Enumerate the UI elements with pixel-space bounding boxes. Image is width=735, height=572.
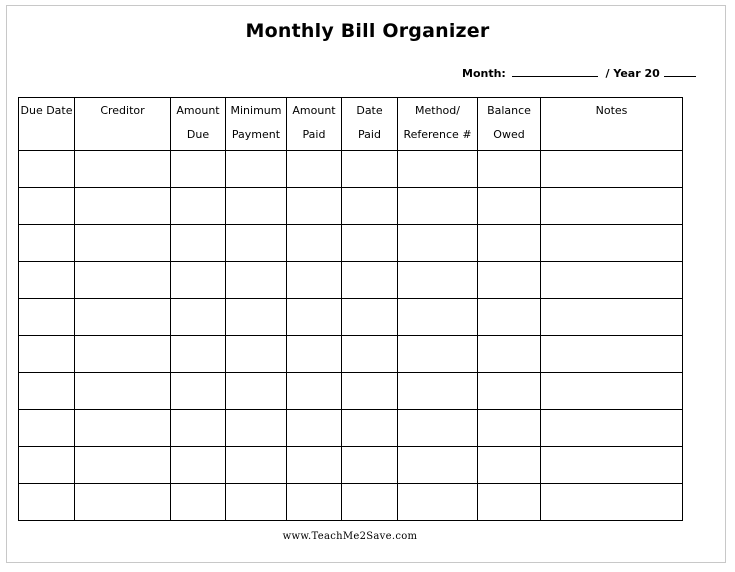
col-header-creditor	[75, 98, 171, 151]
table-cell[interactable]	[19, 188, 75, 225]
header-line: Due Date	[20, 104, 73, 117]
table-cell[interactable]	[19, 225, 75, 262]
bill-table	[18, 97, 683, 521]
table-cell[interactable]	[75, 410, 171, 447]
table-cell[interactable]	[19, 373, 75, 410]
table-cell[interactable]	[398, 410, 478, 447]
table-cell[interactable]	[287, 447, 342, 484]
table-cell[interactable]	[226, 410, 287, 447]
table-cell[interactable]	[478, 484, 541, 521]
table-cell[interactable]	[19, 299, 75, 336]
table-cell[interactable]	[478, 188, 541, 225]
header-line: Amount	[176, 104, 220, 117]
table-cell[interactable]	[342, 188, 398, 225]
table-row	[19, 299, 683, 336]
table-cell[interactable]	[75, 373, 171, 410]
table-cell[interactable]	[75, 447, 171, 484]
table-row	[19, 336, 683, 373]
table-cell[interactable]	[398, 225, 478, 262]
table-row	[19, 447, 683, 484]
col-header-method-reference	[398, 98, 478, 151]
table-cell[interactable]	[342, 151, 398, 188]
table-cell[interactable]	[541, 225, 683, 262]
table-cell[interactable]	[342, 410, 398, 447]
table-cell[interactable]	[541, 151, 683, 188]
page-title: Monthly Bill Organizer	[245, 20, 490, 42]
header-row	[19, 98, 683, 151]
table-cell[interactable]	[398, 188, 478, 225]
table-row	[19, 373, 683, 410]
table-cell[interactable]	[226, 151, 287, 188]
table-cell[interactable]	[226, 484, 287, 521]
month-year-line	[462, 65, 696, 80]
table-cell[interactable]	[171, 484, 226, 521]
table-cell[interactable]	[541, 484, 683, 521]
header-line: Date	[356, 104, 383, 117]
table-cell[interactable]	[478, 262, 541, 299]
table-cell[interactable]	[342, 299, 398, 336]
table-cell[interactable]	[226, 262, 287, 299]
table-row	[19, 262, 683, 299]
table-cell[interactable]	[287, 299, 342, 336]
table-cell[interactable]	[287, 225, 342, 262]
col-header-balance-owed	[478, 98, 541, 151]
table-cell[interactable]	[541, 188, 683, 225]
table-cell[interactable]	[226, 188, 287, 225]
header-line: Minimum	[230, 104, 282, 117]
header-line: Notes	[595, 104, 628, 117]
table-cell[interactable]	[478, 151, 541, 188]
table-cell[interactable]	[478, 336, 541, 373]
col-header-notes	[541, 98, 683, 151]
header-line: Payment	[231, 128, 281, 141]
table-cell[interactable]	[19, 410, 75, 447]
table-cell[interactable]	[75, 188, 171, 225]
bill-rows	[19, 151, 683, 521]
table-row	[19, 484, 683, 521]
table-row	[19, 188, 683, 225]
month-blank	[512, 65, 598, 77]
table-row	[19, 410, 683, 447]
table-cell[interactable]	[171, 188, 226, 225]
header-line: Method/	[415, 104, 460, 117]
header-line: Owed	[493, 128, 525, 141]
table-cell[interactable]	[171, 151, 226, 188]
table-cell[interactable]	[287, 373, 342, 410]
table-cell[interactable]	[171, 336, 226, 373]
table-cell[interactable]	[541, 336, 683, 373]
header-line: Due	[186, 128, 210, 141]
table-cell[interactable]	[541, 299, 683, 336]
table-cell[interactable]	[75, 225, 171, 262]
table-cell[interactable]	[342, 225, 398, 262]
table-cell[interactable]	[171, 410, 226, 447]
table-cell[interactable]	[541, 262, 683, 299]
footer-url: www.TeachMe2Save.com	[282, 531, 418, 542]
header-line: Reference #	[403, 128, 472, 141]
table-cell[interactable]	[19, 484, 75, 521]
table-cell[interactable]	[226, 299, 287, 336]
table-cell[interactable]	[342, 447, 398, 484]
col-header-minimum-payment	[226, 98, 287, 151]
table-cell[interactable]	[171, 299, 226, 336]
table-cell[interactable]	[287, 336, 342, 373]
table-cell[interactable]	[75, 299, 171, 336]
table-cell[interactable]	[541, 447, 683, 484]
table-cell[interactable]	[541, 410, 683, 447]
table-cell[interactable]	[478, 447, 541, 484]
table-cell[interactable]	[398, 262, 478, 299]
table-cell[interactable]	[171, 373, 226, 410]
table-cell[interactable]	[398, 336, 478, 373]
table-cell[interactable]	[398, 299, 478, 336]
year-label: / Year 20	[605, 67, 660, 80]
table-cell[interactable]	[541, 373, 683, 410]
table-cell[interactable]	[287, 262, 342, 299]
table-cell[interactable]	[342, 484, 398, 521]
table-cell[interactable]	[171, 225, 226, 262]
table-cell[interactable]	[19, 447, 75, 484]
table-row	[19, 225, 683, 262]
table-cell[interactable]	[226, 225, 287, 262]
table-cell[interactable]	[478, 225, 541, 262]
col-header-date-paid	[342, 98, 398, 151]
table-cell[interactable]	[287, 484, 342, 521]
header-line: Amount	[292, 104, 336, 117]
table-cell[interactable]	[398, 447, 478, 484]
table-cell[interactable]	[287, 151, 342, 188]
table-cell[interactable]	[226, 373, 287, 410]
month-label: Month:	[462, 67, 506, 80]
table-cell[interactable]	[398, 373, 478, 410]
table-cell[interactable]	[75, 151, 171, 188]
table-cell[interactable]	[226, 447, 287, 484]
table-cell[interactable]	[478, 299, 541, 336]
col-header-due-date	[19, 98, 75, 151]
table-cell[interactable]	[75, 484, 171, 521]
col-header-amount-due	[171, 98, 226, 151]
table-cell[interactable]	[171, 447, 226, 484]
table-cell[interactable]	[342, 373, 398, 410]
header-line: Balance	[487, 104, 531, 117]
table-cell[interactable]	[75, 262, 171, 299]
table-cell[interactable]	[19, 262, 75, 299]
table-cell[interactable]	[478, 373, 541, 410]
table-cell[interactable]	[226, 336, 287, 373]
header-line: Paid	[302, 128, 326, 141]
table-cell[interactable]	[287, 410, 342, 447]
table-cell[interactable]	[398, 484, 478, 521]
table-cell[interactable]	[171, 262, 226, 299]
table-cell[interactable]	[19, 336, 75, 373]
table-cell[interactable]	[75, 336, 171, 373]
year-blank	[664, 65, 696, 77]
col-header-amount-paid	[287, 98, 342, 151]
table-cell[interactable]	[342, 262, 398, 299]
table-cell[interactable]	[342, 336, 398, 373]
table-cell[interactable]	[19, 151, 75, 188]
table-cell[interactable]	[478, 410, 541, 447]
header-line: Paid	[358, 128, 381, 141]
table-row	[19, 151, 683, 188]
table-cell[interactable]	[287, 188, 342, 225]
table-cell[interactable]	[398, 151, 478, 188]
header-line: Creditor	[100, 104, 145, 117]
